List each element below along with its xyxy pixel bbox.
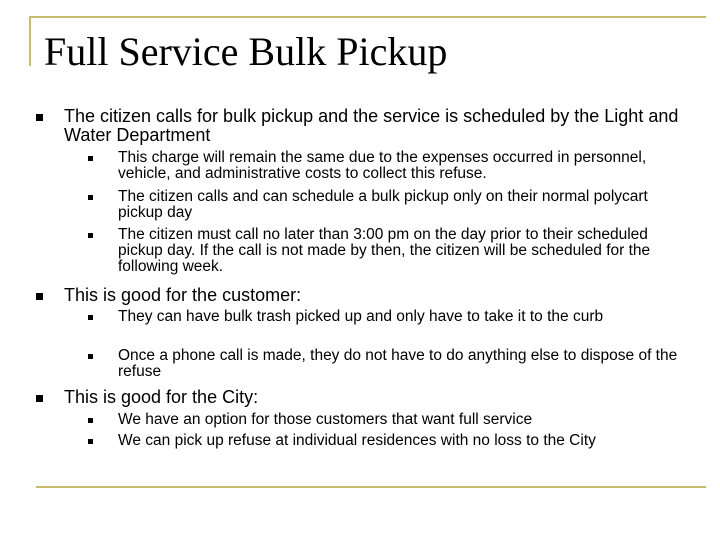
sub-bullet-text: Once a phone call is made, they do not have to do anything else to dispose of the refuse [118, 347, 678, 380]
square-bullet-icon [36, 395, 43, 402]
frame-bottom-rule [36, 486, 706, 488]
square-bullet-icon [36, 114, 43, 121]
sub-bullet-text: We can pick up refuse at individual residences with no loss to the City [118, 432, 596, 449]
sub-bullet-text: We have an option for those customers that want full service [118, 411, 533, 428]
sub-bullet-text: The citizen must call no later than 3:00 pm on the day prior to their scheduled pickup day. If the call is not made by then, the citizen will be scheduled for the following week. [118, 226, 651, 275]
bullet-text: This is good for the customer: [64, 285, 302, 305]
square-bullet-icon [88, 156, 93, 161]
frame-left-rule [29, 16, 31, 66]
square-bullet-icon [88, 195, 93, 200]
square-bullet-icon [88, 233, 93, 238]
square-bullet-icon [88, 418, 93, 423]
frame-top-rule [29, 16, 706, 18]
square-bullet-icon [88, 354, 93, 359]
sub-bullet-text: This charge will remain the same due to the expenses occurred in personnel, vehicle, and administrative costs to collect this refuse. [118, 149, 647, 182]
bullet-text: This is good for the City: [64, 387, 259, 407]
square-bullet-icon [36, 293, 43, 300]
bullet-text: The citizen calls for bulk pickup and the service is scheduled by the Light and Water Department [64, 106, 679, 145]
sub-bullet-text: They can have bulk trash picked up and only have to take it to the curb [118, 308, 604, 325]
square-bullet-icon [88, 315, 93, 320]
sub-bullet-text: The citizen calls and can schedule a bulk pickup only on their normal polycart pickup day [118, 188, 648, 221]
square-bullet-icon [88, 439, 93, 444]
slide-title: Full Service Bulk Pickup [44, 29, 448, 74]
